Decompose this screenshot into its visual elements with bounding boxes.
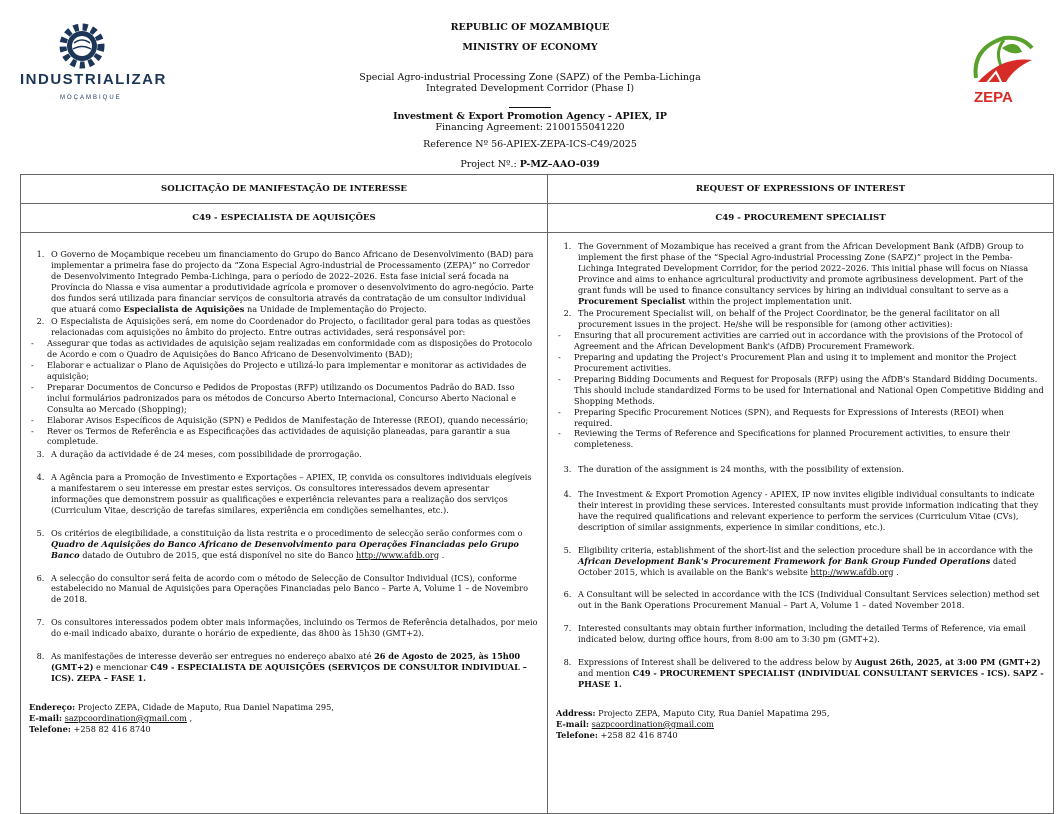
header-reference: Reference Nº 56-APIEX-ZEPA-ICS-C49/2025 (423, 139, 637, 150)
header-project-number (250, 159, 810, 171)
en-item-8: 8. Expressions of Interest shall be delivered to the address below by August 26th, 2025, at 3:00 PM (GMT+2) and mention C49 - PROCUREMENT SPECIALIST (INDIVIDUAL CONSULTANT SERVICES - ICS). SAPZ - PHASE 1. (574, 657, 1045, 690)
en-heading: REQUEST OF EXPRESSIONS OF INTEREST (548, 175, 1054, 204)
en-phone: +258 82 416 8740 (597, 729, 678, 740)
en-bullets (558, 330, 1045, 450)
pt-address: Projecto ZEPA, Cidade de Maputo, Rua Daniel Napatima 295, (75, 701, 334, 712)
header-project-line2: Integrated Development Corridor (Phase I) (425, 83, 635, 94)
logo-wordmark-zepa: ZEPA (974, 89, 1013, 106)
pt-item-6: 6. A selecção do consultor será feita de acordo com o método de Selecção de Consultor Individual (ICS), conforme estabelecido no Manual de Aquisições para Operações Financiadas pelo Banco – Parte A, Volume 1 – de Novembro de 2018. (47, 573, 539, 606)
header-financing: Financing Agreement: 2100155041220 (435, 122, 625, 133)
en-item-1: 1. The Government of Mozambique has received a grant from the African Development Bank (AfDB) Group to implement the first phase of the “Special Agro-industrial Processing Zone (SAPZ)” project in the Pemba-Lichinga Integrated Development Corridor, for the period 2022–2026. This initial phase will focus on Niassa Province and aims to enhance agricultural productivity and promote agribusiness development. Part of the grant funds will be used to finance consultancy services by hiring an individual consultant to serve as a Procurement Specialist within the project implementation unit. (574, 241, 1045, 306)
en-bullet: - Preparing Bidding Documents and Request for Proposals (RFP) using the AfDB's Standard Bidding Documents. This should include standardized Forms to be used for International and National Open Competitive Bidding and Shopping Methods. (558, 374, 1045, 407)
notice-table (20, 174, 1054, 814)
zepa-emblem-icon (966, 26, 1042, 108)
en-bullet: - Preparing Specific Procurement Notices (SPN), and Requests for Expressions of Interests (REOI) when required. (558, 407, 1045, 429)
pt-item-2: 2. O Especialista de Aquisições será, em nome do Coordenador do Projecto, o facilitador geral para todas as questões relacionadas com aquisições no âmbito do projecto. Entre outras actividades, será responsável por: - Assegurar que todas as actividades de aquisição sejam realizadas em conformidade com as disposições do Protocolo de Acordo e com o Quadro de Aquisições do Banco Africano de Desenvolvimento (BAD); - Elaborar e actualizar o Plano de Aquisições do Projecto e utilizá-lo para implementar e monitorar as actividades de aquisição; - Preparar Documentos de Concurso e Pedidos de Propostas (RFP) utilizando os Documentos Padrão do BAD. Isso inclui formulários padronizados para os métodos de Concurso Aberto Internacional, Concurso Aberto Nacional e Consulta ao Mercado (Shopping); - Elaborar Avisos Específicos de Aquisição (SPN) e Pedidos de Manifestação de Interesse (REOI), quando necessário; - Rever os Termos de Referência e as Especificações das actividades de aquisição planeadas, para garantir a sua completude. (47, 316, 539, 447)
pt-subheading: C49 - ESPECIALISTA DE AQUISIÇÕES (21, 204, 548, 233)
en-item-7: 7. Interested consultants may obtain further information, including the detailed Terms of Reference, via email indicated below, during office hours, from 8:00 am to 3:30 pm (GMT+2). (574, 623, 1045, 645)
pt-item-8: 8. As manifestações de interesse deverão ser entregues no endereço abaixo até 26 de Agosto de 2025, às 15h00 (GMT+2) e mencionar C49 - ESPECIALISTA DE AQUISIÇÕES (SERVIÇOS DE CONSULTOR INDIVIDUAL – ICS). ZEPA – FASE 1. (47, 651, 539, 684)
pt-bullet: - Assegurar que todas as actividades de aquisição sejam realizadas em conformidade com as disposições do Protocolo de Acordo e com o Quadro de Aquisições do Banco Africano de Desenvolvimento (BAD); (31, 338, 539, 360)
pt-heading: SOLICITAÇÃO DE MANIFESTAÇÃO DE INTERESSE (21, 175, 548, 204)
en-column (548, 233, 1054, 814)
header-project-line1: Special Agro-industrial Processing Zone (SAPZ) of the Pemba-Lichinga (359, 72, 701, 83)
en-bullet: - Reviewing the Terms of Reference and Specifications for planned Procurement activities, to ensure their completeness. (558, 428, 1045, 450)
en-bullet: - Preparing and updating the Project's Procurement Plan and using it to implement and monitor the Project Procurement activities. (558, 352, 1045, 374)
pt-item-4: 4. A Agência para a Promoção de Investimento e Exportações – APIEX, IP, convida os consultores individuais elegíveis a manifestarem o seu interesse em prestar estes serviços. Os consultores interessados devem apresentar informações que demonstrem possuir as qualificações e experiência relevantes para a realização dos serviços (Curriculum Vitae, descrição de tarefas similares, experiência em condições semelhantes, etc.). (47, 472, 539, 516)
en-email-link[interactable]: sazpcoordination@gmail.com (591, 718, 714, 729)
pt-item-1: 1. O Governo de Moçambique recebeu um financiamento do Grupo do Banco Africano de Desenvolvimento (BAD) para implementar a primeira fase do projecto da “Zona Especial Agro-industrial de Processamento (ZEPA)” no Corredor de Desenvolvimento Integrado Pemba-Lichinga, para o período de 2022–2026. Esta fase inicial será focada na Província do Niassa e visa aumentar a produtividade agrícola e promover o desenvolvimento do agro-negócio. Parte dos fundos será utilizada para financiar serviços de consultoria através da contratação de um consultor individual que atuará como Especialista de Aquisições na Unidade de Implementação do Projecto. (47, 249, 539, 314)
project-number: P-MZ–AAO-039 (519, 159, 600, 170)
en-list (556, 241, 1045, 690)
pt-item-3: 3. A duração da actividade é de 24 meses, com possibilidade de prorrogação. (47, 449, 539, 460)
pt-list (29, 249, 539, 684)
en-bullet: - Ensuring that all procurement activities are carried out in accordance with the provisions of the Protocol of Agreement and the African Development Bank's (AfDB) Procurement Framework. (558, 330, 1045, 352)
header-agency: Investment & Export Promotion Agency - APIEX, IP (393, 111, 667, 122)
pt-column (21, 233, 548, 814)
logo-wordmark: INDUSTRIALIZAR (20, 71, 167, 88)
gear-globe-icon (20, 20, 180, 102)
header-ministry: MINISTRY OF ECONOMY (462, 42, 598, 53)
en-subheading: C49 - PROCUREMENT SPECIALIST (548, 204, 1054, 233)
pt-bullet: - Preparar Documentos de Concurso e Pedidos de Propostas (RFP) utilizando os Documentos Padrão do BAD. Isso inclui formulários padronizados para os métodos de Concurso Aberto Internacional, Concurso Aberto Nacional e Consulta ao Mercado (Shopping); (31, 382, 539, 415)
pt-email-link[interactable]: sazpcoordination@gmail.com (64, 712, 187, 723)
project-label: Project Nº.: (460, 159, 517, 170)
en-item-6: 6. A Consultant will be selected in accordance with the ICS (Individual Consultant Services selection) method set out in the Bank Operations Procurement Manual – Part A, Volume 1 – dated November 2018. (574, 589, 1045, 611)
en-item-5: 5. Eligibility criteria, establishment of the short-list and the selection procedure shall be in accordance with the African Development Bank's Procurement Framework for Bank Group Funded Operations dated October 2015, which is available on the Bank's website http://www.afdb.org . (574, 545, 1045, 578)
header-country: REPUBLIC OF MOZAMBIQUE (450, 22, 610, 33)
pt-bullet: - Rever os Termos de Referência e as Especificações das actividades de aquisição planeadas, para garantir a sua completude. (31, 426, 539, 448)
zepa-logo (966, 26, 1042, 108)
en-item-3: 3. The duration of the assignment is 24 months, with the possibility of extension. (574, 464, 1045, 475)
pt-item-5: 5. Os critérios de elegibilidade, a constituição da lista restrita e o procedimento de selecção serão conformes com o Quadro de Aquisições do Banco Africano de Desenvolvimento para Operações Financiadas pelo Grupo Banco datado de Outubro de 2015, que está disponível no site do Banco http://www.afdb.org . (47, 528, 539, 561)
pt-item-7: 7. Os consultores interessados podem obter mais informações, incluindo os Termos de Referência detalhados, por meio do e-mail indicado abaixo, durante o horário de expediente, das 8h00 às 15h30 (GMT+2). (47, 617, 539, 639)
en-item-2: 2. The Procurement Specialist will, on behalf of the Project Coordinator, be the general facilitator on all procurement issues in the project. He/she will be responsible for (among other activities): - Ensuring that all procurement activities are carried out in accordance with the provisions of the Protocol of Agreement and the African Development Bank's (AfDB) Procurement Framework. - Preparing and updating the Project's Procurement Plan and using it to implement and monitor the Project Procurement activities. - Preparing Bidding Documents and Request for Proposals (RFP) using the AfDB's Standard Bidding Documents. This should include standardized Forms to be used for International and National Open Competitive Bidding and Shopping Methods. - Preparing Specific Procurement Notices (SPN), and Requests for Expressions of Interests (REOI) when required. - Reviewing the Terms of Reference and Specifications for planned Procurement activities, to ensure their completeness. (574, 308, 1045, 450)
pt-bullet: - Elaborar Avisos Específicos de Aquisição (SPN) e Pedidos de Manifestação de Interesse (REOI), quando necessário; (31, 415, 539, 426)
pt-address-block: Endereço: Projecto ZEPA, Cidade de Maputo, Rua Daniel Napatima 295, E-mail: sazpcoordination@gmail.com , Telefone: +258 82 416 8740 (29, 701, 334, 734)
pt-phone: +258 82 416 8740 (70, 723, 151, 734)
logo-subtitle: MOÇAMBIQUE (60, 95, 122, 101)
pt-bullets (31, 338, 539, 447)
en-item-4: 4. The Investment & Export Promotion Agency - APIEX, IP now invites eligible individual consultants to indicate their interest in providing these services. Interested consultants must provide information indicating that they have the required qualifications and relevant experience to perform the services (Curriculum Vitae (CVs), description of similar assignments, experience in similar conditions, etc.). (574, 489, 1045, 533)
en-address: Projecto ZEPA, Maputo City, Rua Daniel Mapatima 295, (595, 707, 830, 718)
industrializar-logo (20, 20, 180, 102)
afdb-link[interactable]: http://www.afdb.org (355, 549, 440, 560)
afdb-link[interactable]: http://www.afdb.org (810, 566, 894, 577)
en-address-block: Address: Projecto ZEPA, Maputo City, Rua Daniel Mapatima 295, E-mail: sazpcoordination@gmail.com Telefone: +258 82 416 8740 (556, 707, 830, 740)
pt-bullet: - Elaborar e actualizar o Plano de Aquisições do Projecto e utilizá-lo para implementar e monitorar as actividades de aquisição; (31, 360, 539, 382)
